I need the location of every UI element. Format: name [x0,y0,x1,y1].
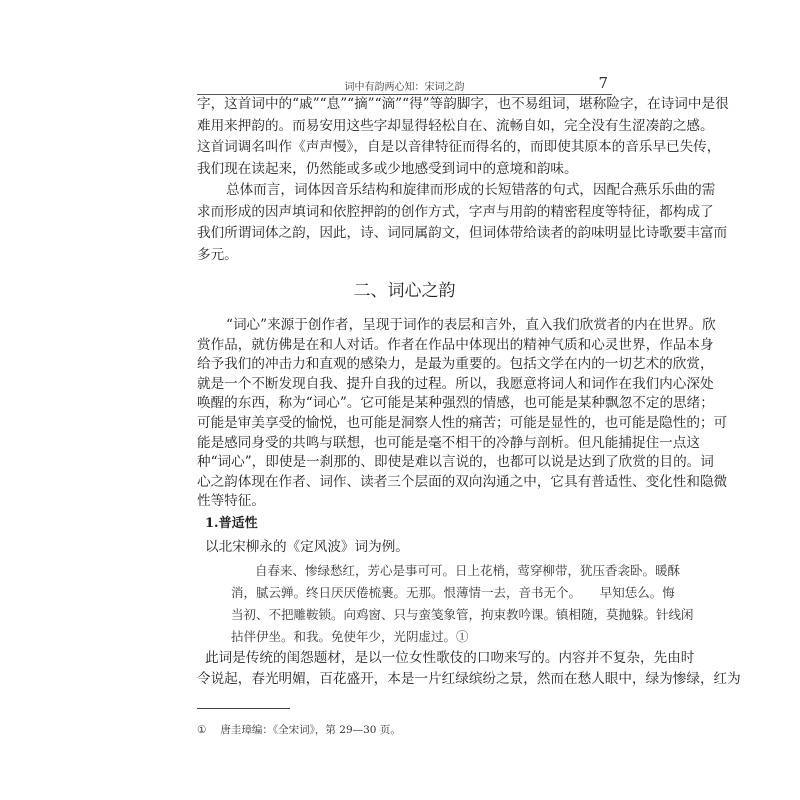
footnote-marker: ① [197,724,207,736]
footnote-text: 唐圭璋编：《全宋词》，第 29—30 页。 [220,724,401,736]
poem-quote [197,560,694,648]
paragraph-block-2 [197,316,728,512]
text-line: 我们所谓词体之韵，因此，诗、词同属韵文，但词体带给读者的韵味明显比诗歌要丰富而 [197,225,728,241]
paragraph-block-1 [197,94,729,266]
text-line: 心之韵体现在作者、词作、读者三个层面的双向沟通之中，它具有普适性、变化性和隐微 [197,473,728,490]
text-line: 令说起，春光明媚，百花盛开，本是一片红绿缤纷之景，然而在愁人眼中，绿为惨绿，红为 [197,671,741,687]
poem-line: 当初、不把雕鞍锁。向鸡窗、只与蛮笺象管，拘束教吟课。镇相随，莫抛躲。针线闲 [231,606,694,622]
text-line: 性等特征。 [197,493,265,510]
text-line: 给予我们的冲击力和直观的感染力，是最为重要的。包括文学在内的一切艺术的欣赏， [197,356,714,373]
footnote-divider [197,708,290,709]
poem-line: 拈伴伊坐。和我。免使年少，光阴虚过。① [231,628,469,644]
page-number: 7 [598,74,608,92]
text-line: 此词是传统的闺怨题材，是以一位女性歌伎的口吻来写的。内容并不复杂，先由时 [205,649,695,666]
footnote [197,722,415,737]
text-line: 能是感同身受的共鸣与联想，也可能是毫不相干的冷静与剖析。但凡能捕捉住一点这 [197,434,700,451]
poem-line: 自春来、惨绿愁红，芳心是事可可。日上花梢，莺穿柳带，犹压香衾卧。暖酥 [255,562,681,578]
text-line: 这首词调名叫作《声声慢》，自是以音律特征而得名的，而即使其原本的音乐早已失传， [197,139,721,155]
text-line: 唤醒的东西，称为“词心”。它可能是某种强烈的情感，也可能是某种飘忽不定的思绪； [197,395,714,412]
intro-line: 以北宋柳永的《定风波》词为例。 [205,538,409,555]
text-line: 字，这首词中的“戚”“息”“摘”“滴”“得”等韵脚字，也不易组词，堪称险字，在诗词中是很 [197,96,729,112]
subsection [197,513,741,691]
text-line: 可能是审美享受的愉悦，也可能是洞察人性的痛苦；可能是显性的，也可能是隐性的；可 [197,414,728,431]
poem-line: 消，腻云亸。终日厌厌倦梳裹。无那。恨薄情一去，音书无个。 早知恁么。悔 [231,584,675,600]
running-title: 词中有韵两心知：宋词之韵 [344,82,465,93]
text-line: 种“词心”，即使是一刹那的、即使是难以言说的，也都可以说是达到了欣赏的目的。词 [197,454,714,471]
text-line: 求而形成的因声填词和依腔押韵的创作方式，字声与用韵的精密程度等特征，都构成了 [197,203,714,220]
text-line: “词心”来源于创作者，呈现于词作的表层和言外，直入我们欣赏者的内在世界。欣 [226,317,716,333]
text-line: 难用来押韵的。而易安用这些字却显得轻松自在、流畅自如，完全没有生涩凑韵之感。 [197,117,714,134]
subsection-heading: 1.普适性 [205,516,258,531]
text-line: 就是一个不断发现自我、提升自我的过程。所以，我愿意将词人和词作在我们内心深处 [197,375,714,392]
text-line: 赏作品，就仿佛是在和人对话。作者在作品中体现出的精神气质和心灵世界，作品本身 [197,336,714,353]
section-heading: 二、词心之韵 [353,281,456,301]
text-line: 我们现在读起来，仍然能或多或少地感受到词中的意境和韵味。 [197,160,578,177]
text-line: 多元。 [197,246,238,263]
text-line: 总体而言，词体因音乐结构和旋律而形成的长短错落的句式，因配合燕乐乐曲的需 [226,182,716,198]
page-header [197,74,612,95]
